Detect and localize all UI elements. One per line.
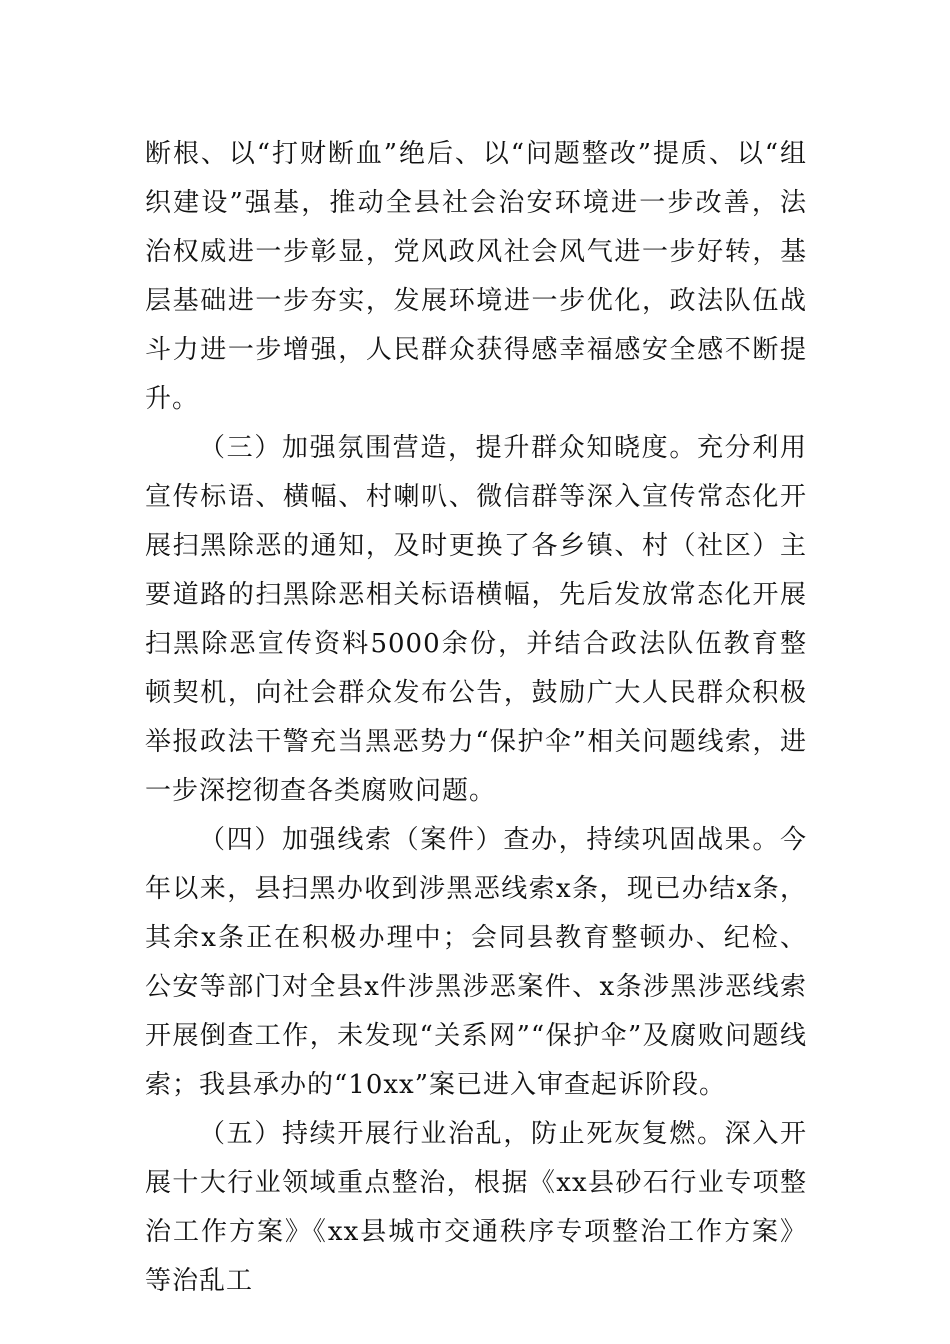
document-page [145,130,807,1306]
paragraph-section-4: （四）加强线索（案件）查办，持续巩固战果。今年以来，县扫黑办收到涉黑恶线索x条，现已办结x条，其余x条正在积极办理中；会同县教育整顿办、纪检、公安等部门对全县x件涉黑涉恶案件、x条涉黑涉恶线索开展倒查工作，未发现“关系网”“保护伞”及腐败问题线索；我县承办的“10xx”案已进入审查起诉阶段。 [145,825,807,1100]
paragraph-continuation: 断根、以“打财断血”绝后、以“问题整改”提质、以“组织建设”强基，推动全县社会治安环境进一步改善，法治权威进一步彰显，党风政风社会风气进一步好转，基层基础进一步夯实，发展环境进一步优化，政法队伍战斗力进一步增强，人民群众获得感幸福感安全感不断提升。 [145,139,807,414]
paragraph-section-3: （三）加强氛围营造，提升群众知晓度。充分利用宣传标语、横幅、村喇叭、微信群等深入宣传常态化开展扫黑除恶的通知，及时更换了各乡镇、村（社区）主要道路的扫黑除恶相关标语横幅，先后发放常态化开展扫黑除恶宣传资料5000余份，并结合政法队伍教育整顿契机，向社会群众发布公告，鼓励广大人民群众积极举报政法干警充当黑恶势力“保护伞”相关问题线索，进一步深挖彻查各类腐败问题。 [145,433,807,806]
paragraph-section-5: （五）持续开展行业治乱，防止死灰复燃。深入开展十大行业领域重点整治，根据《xx县砂石行业专项整治工作方案》《xx县城市交通秩序专项整治工作方案》等治乱工 [145,1119,807,1296]
